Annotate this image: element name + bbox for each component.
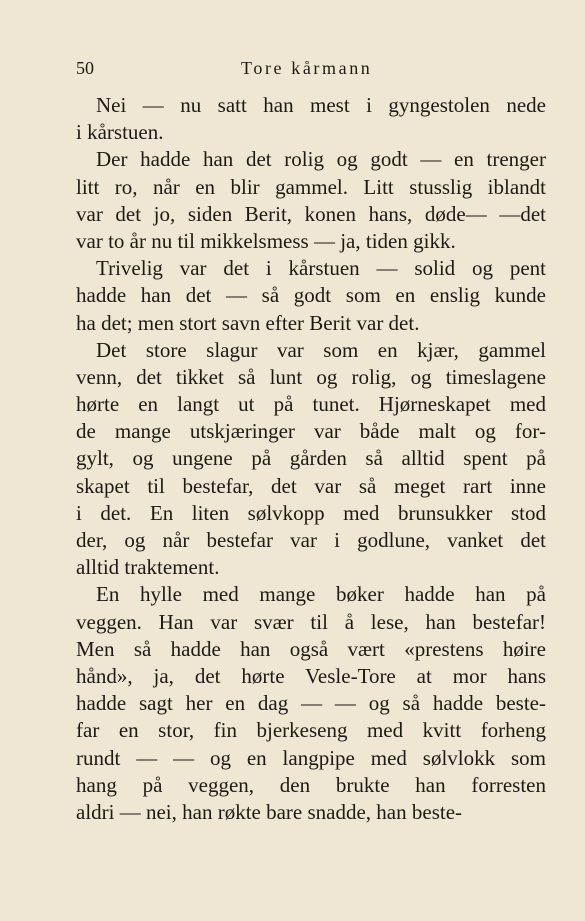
text-line: var det jo, siden Berit, konen hans, døde— —det bbox=[76, 201, 546, 226]
text-line: skapet til bestefar, det var så meget rart inne bbox=[76, 473, 546, 498]
text-line: hadde sagt her en dag — — og så hadde beste- bbox=[76, 691, 546, 716]
text-line: hang på veggen, den brukte han forresten bbox=[76, 772, 546, 797]
text-line: alltid traktement. bbox=[76, 555, 220, 580]
text-line: Men så hadde han også vært «prestens høire bbox=[76, 636, 546, 661]
paragraph bbox=[76, 255, 546, 337]
page-header bbox=[76, 58, 545, 84]
text-line: i det. En liten sølvkopp med brunsukker stod bbox=[76, 500, 546, 525]
text-line: hadde han det — så godt som en enslig kunde bbox=[76, 283, 546, 308]
text-line: var to år nu til mikkelsmess — ja, tiden gikk. bbox=[76, 228, 456, 253]
body-text bbox=[76, 92, 546, 826]
text-line: Det store slagur var som en kjær, gammel bbox=[96, 337, 546, 362]
text-line: litt ro, når en blir gammel. Litt stusslig iblandt bbox=[76, 174, 546, 199]
paragraph bbox=[76, 581, 546, 826]
running-title: Tore kårmann bbox=[241, 58, 373, 78]
text-line: i kårstuen. bbox=[76, 120, 164, 145]
text-line: gylt, og ungene på gården så alltid spent på bbox=[76, 446, 546, 471]
text-line: ha det; men stort savn efter Berit var det. bbox=[76, 310, 420, 335]
text-line: venn, det tikket så lunt og rolig, og timeslagene bbox=[76, 364, 546, 389]
paragraph bbox=[76, 337, 546, 582]
text-line: hørte en langt ut på tunet. Hjørneskapet med bbox=[76, 392, 546, 417]
text-line: Nei — nu satt han mest i gyngestolen nede bbox=[96, 93, 546, 117]
text-line: Der hadde han det rolig og godt — en trenger bbox=[96, 147, 546, 172]
text-line: Trivelig var det i kårstuen — solid og pent bbox=[96, 256, 546, 281]
text-line: de mange utskjæringer var både malt og for- bbox=[76, 419, 546, 444]
text-line: der, og når bestefar var i godlune, vanket det bbox=[76, 528, 546, 552]
page-number: 50 bbox=[76, 58, 94, 78]
text-line: veggen. Han var svær til å lese, han bestefar! bbox=[76, 609, 546, 634]
paragraph bbox=[76, 92, 546, 146]
text-line: En hylle med mange bøker hadde han på bbox=[96, 582, 546, 607]
text-line: aldri — nei, han røkte bare snadde, han beste- bbox=[76, 799, 463, 824]
text-line: rundt — — og en langpipe med sølvlokk som bbox=[76, 745, 546, 770]
text-line: hånd», ja, det hørte Vesle-Tore at mor hans bbox=[76, 663, 546, 688]
paragraph bbox=[76, 146, 546, 255]
text-line: far en stor, fin bjerkeseng med kvitt forheng bbox=[76, 718, 546, 743]
